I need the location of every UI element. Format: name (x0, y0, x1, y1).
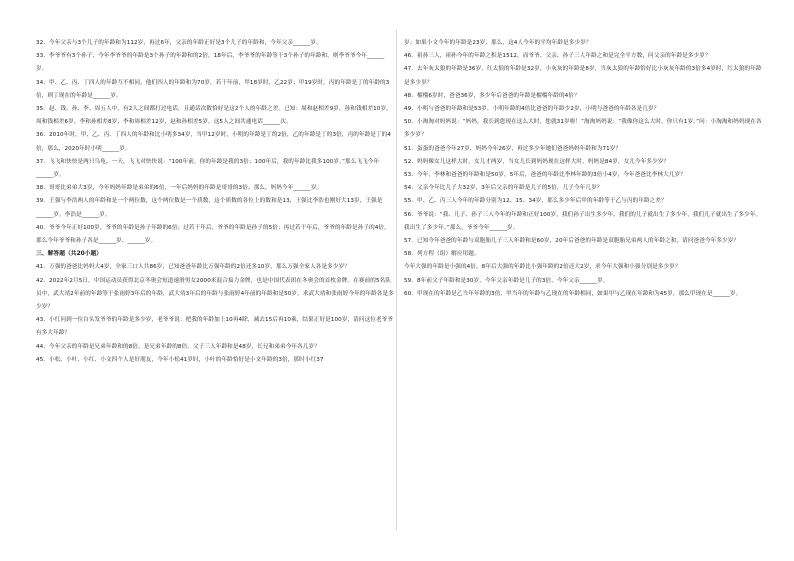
question-60: 60．甲现在的年龄是乙当年年龄的3倍，甲当年的年龄与乙现在的年龄相同，如果甲与乙现在年龄和为45岁，那么甲现在是______岁。 (404, 290, 742, 297)
question-55: 55．甲、乙、丙三人今年的年龄分别为12、15、34岁，那么多少年后甲的年龄等于乙与丙的年龄之差？ (404, 198, 667, 205)
question-56: 56．爷爷说：“我、儿子、孙子三人今年的年龄和正好100岁，我们孙子出生多少年，我们的儿子就出生了多少年，我们儿子就出生了多少年。我出生了多少年。”那么，爷爷今年______岁。 (404, 211, 762, 231)
question-33: 33．李爷爷有3个孙子，今年李爷爷的年龄是3个孙子的年龄和的2倍，18年后，李爷爷的年龄等于3个孙子的年龄和，则李爷爷今年______岁。 (36, 53, 385, 73)
question-39: 39．王强与李浩两人的年龄和是一个两位数，这个两位数是一个质数，这个质数的各位上的数和是13，王强比李浩也刚好大13岁，王强是______岁，李浩是______岁。 (36, 198, 383, 218)
question-32: 32．今年父亲与3个儿子的年龄和为112岁，再过6年，父亲的年龄正好是3个儿子的年龄和，今年父亲______岁。 (36, 40, 322, 46)
question-35: 35．赵、钱、孙、李、周五人中，有2人之间都打过电话，且通话次数恰好是这2个人的年龄之差。已知：周和赵相差9岁，孙和钱相差10岁，周和钱相差6岁，李和孙相差8岁，李和周相差12岁，赵和孙相差5岁，这5人之间共通电话______次。 (36, 106, 392, 126)
question-41: 41．万强的爸爸比妈妈大4岁，全家三口人共86岁，已知爸爸年龄比万强年龄的2倍还多10岁，那么万强全家人各是多少岁？ (36, 264, 350, 271)
question-53: 53．今年，李林和爸爸的年龄和是50岁，5年后，爸爸的年龄比李林年龄的3倍小4岁，今年爸爸比李林大几岁？ (404, 172, 686, 179)
question-58: 58．列方程（组）解应用题。 (404, 251, 480, 258)
question-37: 37．飞飞和快快是两只乌龟，一天，飞飞对快快说：“100年前，你的年龄是我的3倍；100年后，我的年龄比我多100岁。”那么飞飞今年______岁。 (36, 158, 380, 179)
question-38: 38．哥哥比弟弟大3岁，今年妈妈年龄是弟弟的6倍，一年后妈妈的年龄是哥哥的3倍。那么，妈妈今年______岁。 (36, 185, 323, 192)
question-50: 50．小淘淘对妈妈说：“妈妈，我长到您现在这么大时，您就31岁啦！”淘淘妈妈说：“我像你这么大时，你只有1岁。”问：小淘淘和妈妈现在各多少岁？ (404, 119, 762, 139)
right-column (404, 37, 766, 301)
question-44: 44．今年父亲的年龄是兄弟年龄和的8倍，是兄弟年龄的8倍，父子三人年龄和是48岁，长兄和弟弟今年各几岁？ (36, 343, 320, 350)
question-36: 36．2010年时，甲、乙、丙、丁四人的年龄和比小明多34岁，当甲12岁时，小明的年龄是丁的2倍，乙的年龄是丁的3倍，丙的年龄是丁的4倍，那么，2020年时小明______岁。 (36, 132, 392, 152)
question-45: 45．小松、小叶、小红、小文四个人是好朋友，今年小松41岁时，小叶的年龄恰好是小文年龄的3倍，那时小红37 (36, 356, 324, 363)
section-heading: 三、解答题（共20小题） (36, 251, 103, 258)
question-43: 43．小红问到一位白头发爷爷的年龄是多少岁，老爷爷说：把我的年龄加上10再4除，减去15后再10乘，结果正好是100岁，请问这位老爷爷有多大年龄？ (36, 317, 394, 337)
question-49: 49．小明与爸爸的年龄和是53岁，小明年龄的4倍比爸爸的年龄少2岁，小明与爸爸的年龄各是几岁？ (404, 106, 660, 113)
question-58-body: 今年大强的年龄是小强的4倍，8年后大强的年龄比小强年龄的2倍还大2岁，求今年大强和小强分别是多少岁？ (404, 264, 681, 271)
question-45-continued: 岁；如果小文今年的年龄是23岁，那么，这4人今年的平均年龄是多少岁？ (404, 40, 592, 46)
question-54: 54．父亲今年比儿子大32岁，3年后父亲的年龄是儿子的5倍，儿子今年几岁？ (404, 185, 603, 192)
question-42: 42．2022年2月5日，中国运动员获得北京冬奥会短道速滑男女2000米混合接力金牌，也是中国代表团在冬奥会的首枚金牌。在赛前的5名队员中，武大靖2年前的年龄等于张雨婷3年后的年龄，武大靖3年后的年龄与张雨婷4年前的年龄和是50岁，求武大靖和张雨婷今年的年龄各是多少岁？ (36, 277, 394, 311)
column-divider (396, 30, 397, 530)
question-57: 57．已知今年爸爸的年龄与双胞胎儿子三人年龄和是60岁，20年后爸爸的年龄是双胞胎兄弟两人的年龄之和，请问爸爸今年多少岁？ (404, 238, 740, 245)
question-40: 40．爷爷今年正好100岁，爷爷的年龄是孙子年龄的6倍；过若干年后，爷爷的年龄是孙子的5倍；再过若干年后，爷爷的年龄是孙子的4倍，那么今年爷爷和孙子各是______岁、______岁。 (36, 224, 390, 245)
left-column (36, 37, 394, 367)
question-34: 34．甲、乙、丙、丁四人的年龄互不相同，他们四人的年龄和为70岁，若干年前，甲18岁时，乙22岁；甲19岁时，丙的年龄是丁的年龄的3倍，则丁现在的年龄是______岁。 (36, 79, 390, 99)
question-59: 59．8年前父子年龄和是30岁，今年父亲年龄是儿子的3倍，今年父亲______岁。 (404, 277, 609, 284)
question-47: 47．去年灰太狼的年龄是36岁，红太狼的年龄是32岁，小灰灰的年龄是8岁，当灰太狼的年龄恰好比小灰灰年龄的3倍多4岁时，红太狼的年龄是多少岁？ (404, 66, 762, 86)
question-52: 52．妈妈像女儿这样大时，女儿才两岁，当女儿长到妈妈现在这样大时，妈妈是84岁，女儿今年多少岁？ (404, 158, 670, 165)
question-51: 51．蛋蛋的爸爸今年27岁，妈妈今年26岁，再过多少年她们爸爸妈妈年龄和为71岁？ (404, 145, 622, 152)
question-46: 46．祖孙三人，祖孙今年的年龄之积是1512，而爷爷、父亲、孙子三人年龄之和是完全平方数，问父亲的年龄是多少岁？ (404, 53, 711, 60)
question-48: 48．榴榴6岁时，爸爸36岁，多少年后爸爸的年龄是榴榴年龄的4倍？ (404, 92, 580, 99)
